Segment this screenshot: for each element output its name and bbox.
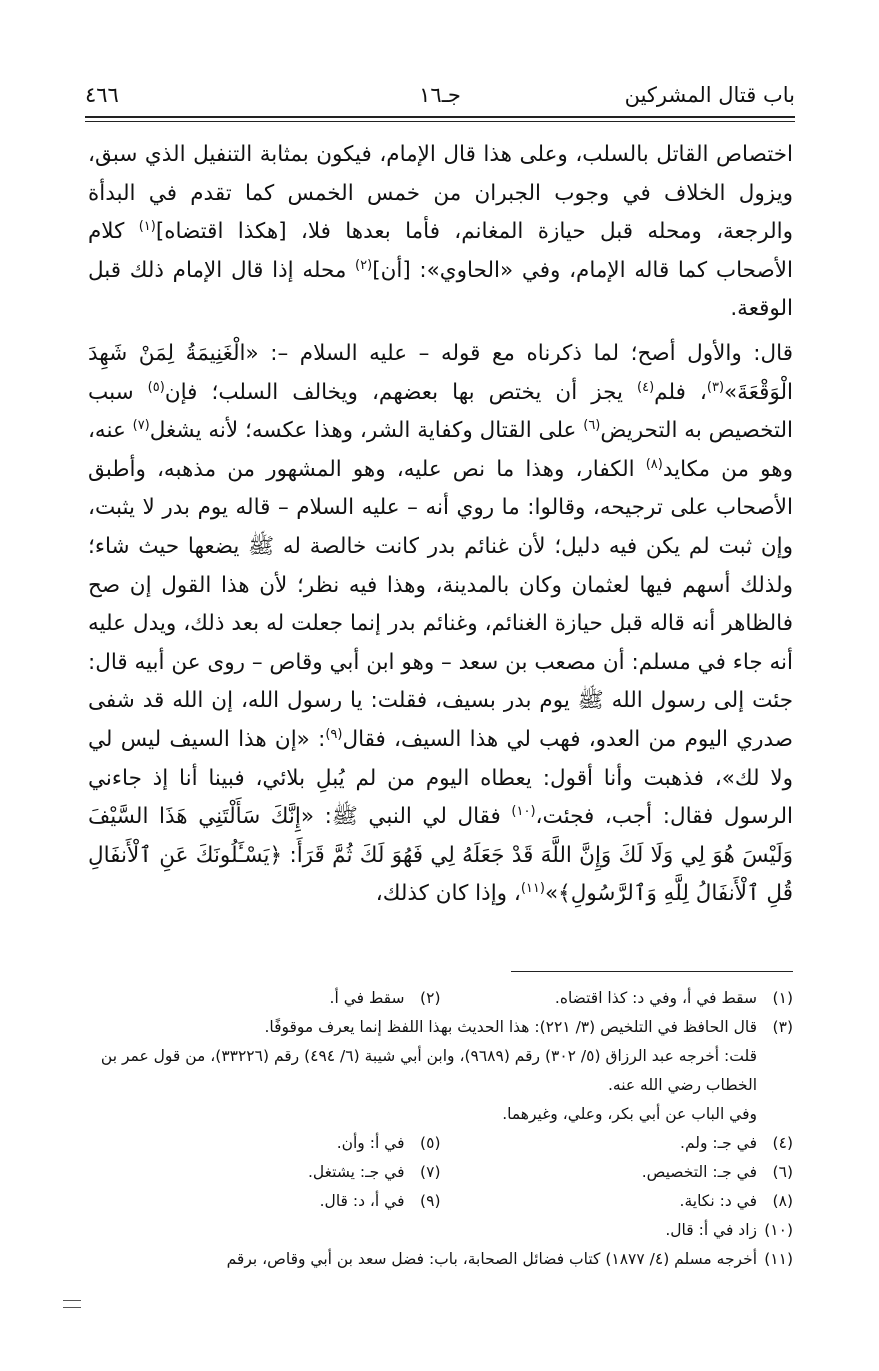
footnote-text: في جـ: يشتغل. <box>308 1163 405 1181</box>
footnote-ref[interactable]: (١٠) <box>511 803 536 819</box>
footnote-row <box>88 984 793 1013</box>
footnote-11 <box>88 1245 793 1274</box>
text-run: على القتال وكفاية الشر، وهذا عكسه؛ لأنه يشغل <box>149 418 584 444</box>
main-text <box>88 136 793 914</box>
footnote-9 <box>88 1187 441 1216</box>
text-run: كلام الأصحاب كما قاله الإمام، وفي «الحاوي»: [أن] <box>88 219 793 283</box>
text-run: سبب التخصيص به التحريض <box>88 379 793 444</box>
footnote-2 <box>88 984 441 1013</box>
footnote-text: سقط في أ، وفي د: كذا اقتضاه. <box>554 989 757 1007</box>
text-run: اختصاص القاتل بالسلب، وعلى هذا قال الإمام، فيكون بمثابة التنفيل الذي سبق، ويزول الخلاف في وجوب الجبران من خمس الخمس كما تقدم في البدأة والرجعة، ومحله قبل حيازة المغانم، فأما بعدها فلا، [هكذا اقتضاه] <box>88 142 793 245</box>
footnotes <box>88 984 793 1274</box>
footnote-rule <box>511 971 793 972</box>
footnote-text: قال الحافظ في التلخيص (٣/ ٢٢١): هذا الحديث بهذا اللفظ إنما يعرف موقوفًا. <box>264 1018 757 1036</box>
text-run: محله إذا قال الإمام ذلك قبل الوقعة. <box>88 257 793 322</box>
footnote-text: في د: نكاية. <box>679 1192 757 1210</box>
footnote-ref[interactable]: (٥) <box>147 379 165 395</box>
page-header <box>85 80 795 114</box>
footnote-ref[interactable]: (٦) <box>583 418 601 433</box>
footnote-5 <box>88 1129 441 1158</box>
text-run: : «إن هذا السيف ليس لي ولا لك»، فذهبت وأنا أقول: يعطاه اليوم من لم يُبلِ بلائي، فبينا أنا إذ جاءني الرسول فقال: أجب، فجئت، <box>88 726 793 830</box>
footnote-4 <box>441 1129 794 1158</box>
continuation-mark <box>63 1300 81 1308</box>
footnote-ref[interactable]: (٩) <box>325 726 343 742</box>
text-run: الكفار، وهذا ما نص عليه، وهو المشهور من مذهبه، وأطبق الأصحاب على ترجيحه، وقالوا: ما روي أنه – عليه السلام – قاله يوم بدر لا يثبت، وإن ثبت لم يكن فيه دليل؛ لأن غنائم بدر كانت خالصة له ﷺ يضعها حيث شاء؛ ولذلك أسهم فيها لعثمان وكان بالمدينة، وهذا فيه نظر؛ لأن هذا القول إن صح فالظاهر أنه قاله قبل حيازة الغنائم، وغنائم بدر إنما جعلت له بعد ذلك، ويدل عليه أنه جاء في مسلم: أن مصعب بن سعد – وهو ابن أبي وقاص – روى عن أبيه قال: جئت إلى رسول الله ﷺ يوم بدر بسيف، فقلت: يا رسول الله، إن الله قد شفى صدري اليوم من العدو، فهب لي هذا السيف، فقال <box>88 456 793 752</box>
header-rule <box>85 116 795 122</box>
footnote-number: (٨) <box>772 1192 793 1210</box>
footnote-ref[interactable]: (٣) <box>706 379 725 395</box>
footnote-number: (١) <box>772 989 793 1007</box>
footnote-text: في جـ: ولم. <box>680 1134 757 1152</box>
footnote-number: (٥) <box>420 1134 441 1152</box>
footnote-7 <box>88 1158 441 1187</box>
footnote-6 <box>441 1158 794 1187</box>
footnote-ref[interactable]: (٢) <box>355 257 373 273</box>
footnote-number: (١٠) <box>764 1221 793 1239</box>
footnote-number: (٧) <box>420 1163 441 1181</box>
paragraph <box>88 136 793 329</box>
footnote-number: (٢) <box>420 989 441 1007</box>
text-run: فقال لي النبي ﷺ: «إِنَّكَ سَأَلْتَنِي هَذَا السَّيْفَ وَلَيْسَ هُوَ لِي وَلَا لَكَ وَإِنَّ اللَّهَ قَدْ جَعَلَهُ لِي فَهُوَ لَكَ ثُمَّ قَرَأَ: ﴿يَسْـَٔلُونَكَ عَنِ ٱلْأَنفَالِ قُلِ ٱلْأَنفَالُ لِلَّهِ وَٱلرَّسُولِ﴾» <box>88 804 793 907</box>
text-run: عنه، وهو من مكايد <box>87 418 793 482</box>
footnote-10 <box>88 1216 793 1245</box>
footnote-ref[interactable]: (٧) <box>132 418 150 433</box>
footnote-text: زاد في أ: قال. <box>665 1221 757 1239</box>
footnote-text: في أ، د: قال. <box>319 1192 405 1210</box>
footnote-row <box>88 1187 793 1216</box>
footnote-number: (٦) <box>772 1163 793 1181</box>
footnote-8 <box>441 1187 794 1216</box>
volume-label: جـ١٦ <box>419 83 461 107</box>
footnote-3-continuation: وفي الباب عن أبي بكر، وعلي، وغيرهما. <box>502 1105 757 1123</box>
footnote-ref[interactable]: (١١) <box>520 881 545 897</box>
footnote-row <box>88 1129 793 1158</box>
page-number: ٤٦٦ <box>85 83 119 107</box>
text-run: قال: والأول أصح؛ لما ذكرناه مع قوله – عليه السلام –: «الْغَنِيمَةُ لِمَنْ شَهِدَ الْوَقْعَةَ» <box>88 340 793 405</box>
footnote-ref[interactable]: (١) <box>138 219 156 235</box>
footnote-row <box>88 1158 793 1187</box>
footnote-3 <box>88 1013 793 1042</box>
chapter-title: باب قتال المشركين <box>624 83 795 107</box>
footnote-number: (١١) <box>764 1250 793 1268</box>
footnote-text: في جـ: التخصيص. <box>641 1163 757 1181</box>
footnote-number: (٩) <box>420 1192 441 1210</box>
footnote-3-continuation: قلت: أخرجه عبد الرزاق (٥/ ٣٠٢) رقم (٩٦٨٩)، وابن أبي شيبة (٦/ ٤٩٤) رقم (٣٣٢٢٦)، من قول عمر بن الخطاب رضي الله عنه. <box>100 1047 757 1094</box>
footnote-1 <box>441 984 794 1013</box>
text-run: يجز أن يختص بها بعضهم، ويخالف السلب؛ فإن <box>164 379 638 405</box>
footnote-text: سقط في أ. <box>329 989 405 1007</box>
footnote-number: (٤) <box>772 1134 793 1152</box>
footnote-ref[interactable]: (٤) <box>637 379 655 395</box>
footnote-number: (٣) <box>772 1018 793 1036</box>
text-run: ، فلم <box>654 379 707 405</box>
text-run: ، وإذا كان كذلك، <box>375 881 521 907</box>
footnote-ref[interactable]: (٨) <box>645 456 663 472</box>
footnote-text: أخرجه مسلم (٤/ ١٨٧٧) كتاب فضائل الصحابة، باب: فضل سعد بن أبي وقاص، برقم <box>226 1250 757 1268</box>
paragraph <box>88 335 793 914</box>
footnote-text: في أ: وأن. <box>336 1134 405 1152</box>
